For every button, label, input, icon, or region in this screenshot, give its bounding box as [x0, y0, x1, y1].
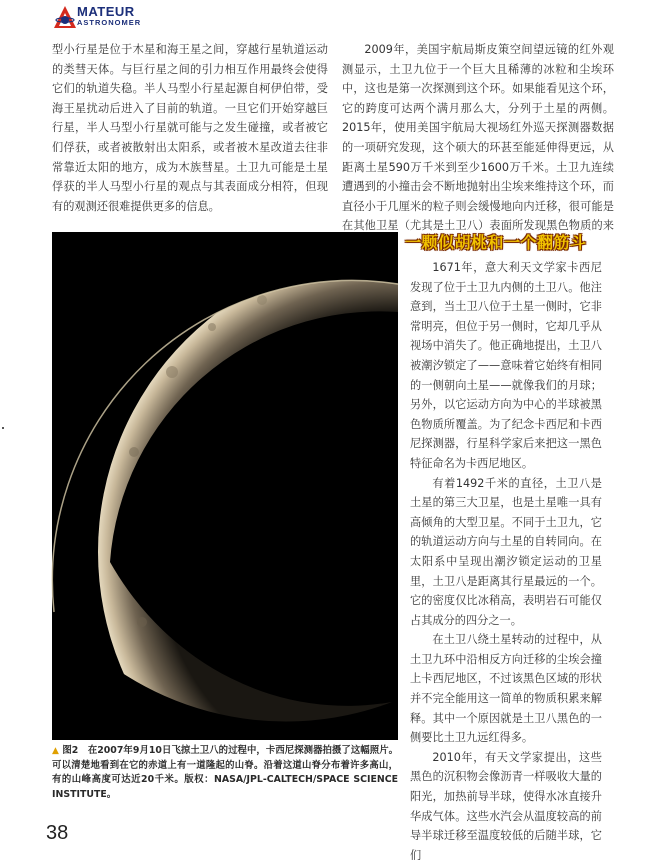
logo-brand-text: MATEUR [77, 4, 135, 19]
section-title: 一颗似胡桃和一个翻筋斗 [405, 233, 587, 252]
photo-caption [52, 744, 398, 802]
right-column-bottom-text [410, 258, 602, 865]
logo-icon [52, 4, 78, 30]
page-number: 38 [46, 822, 69, 844]
iapetus-crescent-image [52, 232, 398, 740]
margin-mark [2, 427, 4, 429]
paragraph: 2010年，有天文学家提出，这些黑色的沉积物会像沥青一样吸收大量的阳光，加热前导半球，使得水冰直接升华成气体。这些水汽会从温度较高的前导半球迁移至温度较低的后随半球，它们 [410, 750, 602, 862]
iapetus-photo [52, 232, 398, 740]
paragraph: 1671年，意大利天文学家卡西尼发现了位于土卫九内侧的土卫八。他注意到，当土卫八位于土星一侧时，它非常明亮，但位于另一侧时，它却几乎从视场中消失了。他正确地提出，土卫八被潮汐锁定了——意味着它始终有相同的一侧朝向土星——就像我们的月球；另外，以它运动方向为中心的半球被黑色物质所覆盖。为了纪念卡西尼和卡西尼探测器，行星科学家后来把这一黑色特征命名为卡西尼地区。 [410, 261, 602, 470]
caption-text: 图2 在2007年9月10日飞掠土卫八的过程中，卡西尼探测器拍摄了这幅照片。可以清楚地看到在它的赤道上有一道隆起的山脊。沿着这道山脊分布着许多高山，有的山峰高度可达近20千米。版权：NASA/JPL-CALTECH/SPACE SCIENCE INSTITUTE。 [52, 745, 399, 800]
logo-sub-text: ASTRONOMER [77, 18, 142, 27]
right-column-top-text [342, 40, 614, 256]
paragraph: 在土卫八绕土星转动的过程中，从土卫九环中沿相反方向迁移的尘埃会撞上卡西尼地区，不过该黑色区域的形状并不完全能用这一简单的物质积累来解释。其中一个原因就是土卫八黑色的一侧要比土卫九远红得多。 [410, 633, 602, 745]
paragraph: 型小行星是位于木星和海王星之间，穿越行星轨道运动的类彗天体。与巨行星之间的引力相互作用最终会使得它们的轨道失稳。半人马型小行星起源自柯伊伯带，受海王星扰动后进入了目前的轨道。一旦它们开始穿越巨行星，半人马型小行星就可能与之发生碰撞，或者被它们俘获，或者被散射出太阳系，或者被木星改道去往非常靠近太阳的地方，成为木族彗星。土卫九可能是土星俘获的半人马型小行星的观点与其表面成分相符，但现有的观测还很难提供更多的信息。 [52, 43, 328, 213]
paragraph: 有着1492千米的直径，土卫八是土星的第三大卫星，也是土星唯一具有高倾角的大型卫星。不同于土卫九，它的轨道运动方向与土星的自转同向。在太阳系中呈现出潮汐锁定运动的卫星里，土卫八是距离其行星最远的一个。它的密度仅比冰稍高，表明岩石可能仅占其成分的四分之一。 [410, 476, 602, 627]
left-column-text [52, 40, 328, 216]
magazine-logo [52, 4, 192, 30]
caption-triangle-icon: ▲ [52, 746, 59, 756]
paragraph: 2009年，美国宇航局斯皮策空间望远镜的红外观测显示，土卫九位于一个巨大且稀薄的冰粒和尘埃环中，这也是第一次探测到这个环。如果能看见这个环，它的跨度可达两个满月那么大，分列于土星的两侧。2015年，使用美国宇航局大视场红外巡天探测器数据的一项研究发现，这个硕大的环甚至能延伸得更远，从距离土星590万千米到至少1600万千米。土卫九连续遭遇到的小撞击会不断地抛射出尘埃来维持这个环，而直径小于几厘米的粒子则会缓慢地向内迁移，很可能是在其他卫星（尤其是土卫八）表面所发现黑色物质的来 [342, 43, 614, 233]
